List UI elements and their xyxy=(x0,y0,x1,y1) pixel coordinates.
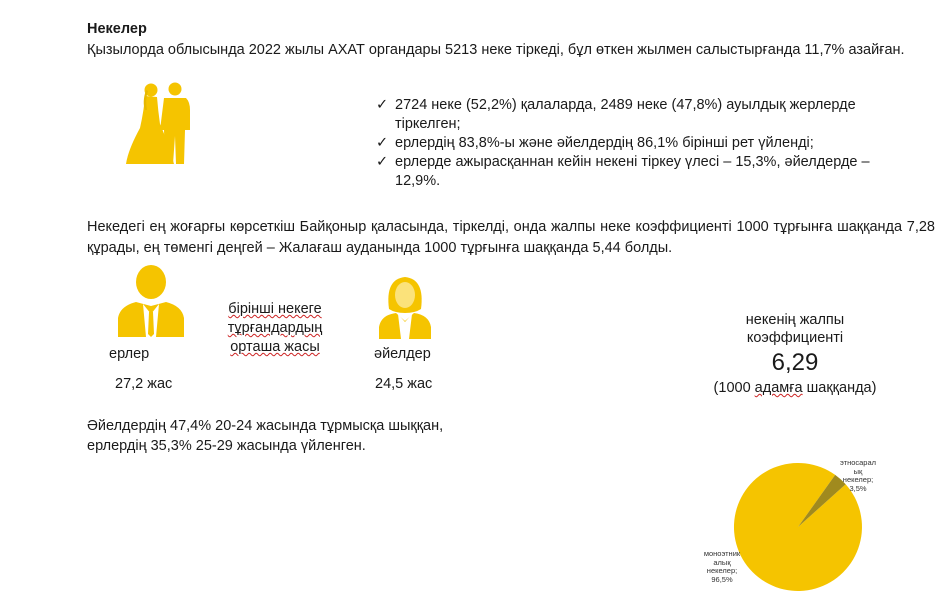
age-distribution-line: ерлердің 35,3% 25-29 жасында үйленген. xyxy=(87,438,366,454)
checklist-item xyxy=(376,134,896,153)
men-age: 27,2 жас xyxy=(115,376,173,392)
age-distribution-paragraph xyxy=(87,416,507,456)
first-marriage-age-label xyxy=(215,300,335,357)
bride-groom-icon xyxy=(118,80,198,166)
page-title: Некелер xyxy=(87,21,147,37)
label-line: тұрғандардың xyxy=(227,320,323,336)
checklist-item xyxy=(376,96,896,134)
checklist-item-text: 2724 неке (52,2%) қалаларда, 2489 неке (47,8%) ауылдық жерлерде тіркелген; xyxy=(395,97,856,132)
checkmark-icon: ✓ xyxy=(376,97,389,113)
label-line: орташа жасы xyxy=(230,339,320,355)
coefficient-label: некенің жалпы xyxy=(745,312,845,328)
men-label: ерлер xyxy=(109,346,150,362)
label-line: бірінші некеге xyxy=(228,301,322,317)
woman-icon xyxy=(379,273,431,339)
checkmark-icon: ✓ xyxy=(376,135,389,151)
women-age: 24,5 жас xyxy=(375,376,433,392)
women-label: әйелдер xyxy=(374,346,431,362)
coefficient-note: (1000 адамға шаққанда) xyxy=(713,380,877,396)
coefficient-label: коэффициенті xyxy=(746,330,844,346)
checklist-item-text: ерлерде ажырасқаннан кейін некені тіркеу үлесі – 15,3%, әйелдерде – 12,9%. xyxy=(395,154,870,189)
highest-lowest-paragraph: Некедегі ең жоғарғы көрсеткіш Байқоныр қаласында, тіркелді, онда жалпы неке коэффициенті 1000 тұрғынға шаққанда 7,28 құрады, ең төменгі деңгей – Жалағаш ауданында 1000 тұрғынға шаққанда 5,44 болды. xyxy=(87,219,935,256)
coefficient-value: 6,29 xyxy=(771,349,819,376)
checklist-item-text: ерлердің 83,8%-ы және әйелдердің 86,1% бірінші рет үйленді; xyxy=(395,135,814,151)
pie-label-interethnic: этносарал ық некелер; 3,5% xyxy=(839,458,877,493)
pie-label-monoethnic: моноэтник алық некелер; 96,5% xyxy=(703,549,741,584)
checklist xyxy=(376,96,896,191)
age-distribution-line: Әйелдердің 47,4% 20-24 жасында тұрмысқа шыққан, xyxy=(87,418,444,434)
man-icon xyxy=(116,262,186,337)
checkmark-icon: ✓ xyxy=(376,154,389,170)
general-coefficient-box xyxy=(700,311,890,397)
checklist-item xyxy=(376,153,896,191)
intro-paragraph: Қызылорда облысында 2022 жылы АХАТ органдары 5213 неке тіркеді, бұл өткен жылмен салыстырғанда 11,7% азайған. xyxy=(87,42,905,58)
